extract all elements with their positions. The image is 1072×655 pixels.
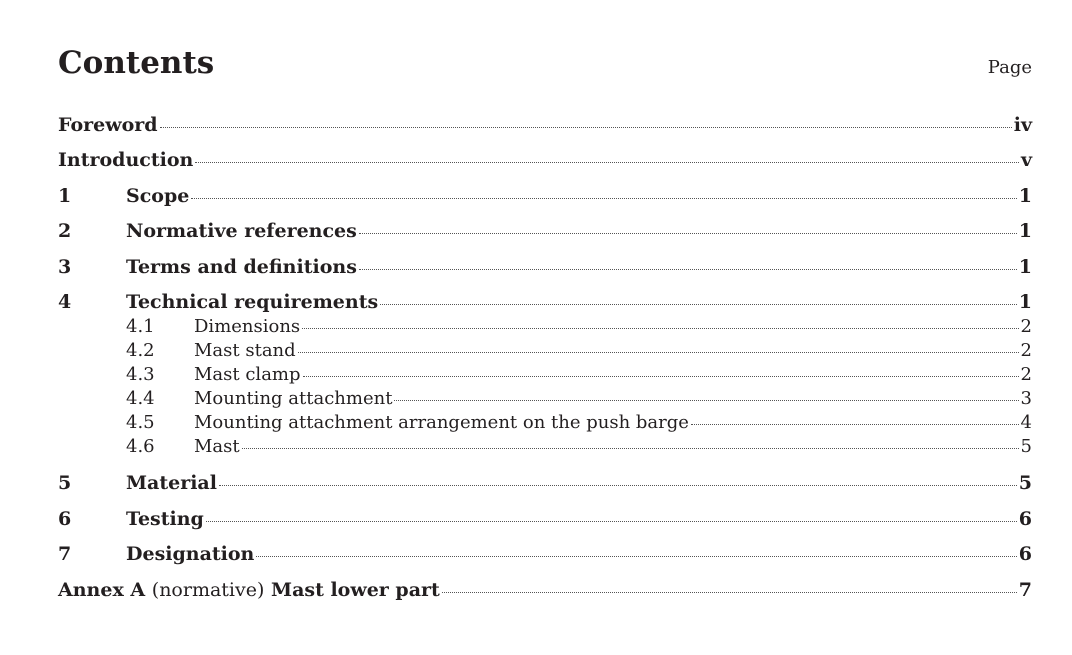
dot-leader bbox=[256, 556, 1016, 557]
toc-entry-title bbox=[58, 578, 440, 602]
toc-entry-title: Designation bbox=[126, 543, 255, 565]
dot-leader bbox=[206, 521, 1017, 522]
toc-entry-designation[interactable] bbox=[58, 542, 1032, 566]
toc-entry-testing[interactable] bbox=[58, 507, 1032, 531]
toc-entry-title: Scope bbox=[126, 185, 190, 207]
toc-entry-material[interactable] bbox=[58, 471, 1032, 495]
toc-entry-number: 3 bbox=[58, 256, 72, 278]
annex-type: (normative) bbox=[151, 579, 265, 601]
toc-entry-title: Terms and definitions bbox=[126, 256, 357, 278]
toc-entry-page: 4 bbox=[1020, 412, 1032, 433]
toc-entry-page: 2 bbox=[1020, 316, 1032, 337]
toc-entry-technical-requirements[interactable] bbox=[58, 290, 1032, 314]
toc-entry-mast[interactable] bbox=[58, 436, 1032, 458]
toc-entry-mast-clamp[interactable] bbox=[58, 364, 1032, 386]
dot-leader bbox=[442, 592, 1017, 593]
toc-entry-number: 4.3 bbox=[126, 364, 155, 385]
dot-leader bbox=[691, 424, 1019, 425]
toc-entry-mounting-attachment[interactable] bbox=[58, 388, 1032, 410]
dot-leader bbox=[303, 376, 1019, 377]
annex-title: Mast lower part bbox=[271, 579, 440, 601]
toc-entry-number: 4.2 bbox=[126, 340, 155, 361]
toc-entry-terms-and-definitions[interactable] bbox=[58, 255, 1032, 279]
toc-entry-page: 6 bbox=[1018, 543, 1032, 565]
toc-entry-title: Introduction bbox=[58, 149, 194, 171]
toc-entry-title: Material bbox=[126, 472, 217, 494]
toc-entry-number: 7 bbox=[58, 543, 72, 565]
dot-leader bbox=[195, 162, 1019, 163]
toc-entry-number: 5 bbox=[58, 472, 72, 494]
toc-entry-page: 1 bbox=[1018, 220, 1032, 242]
toc-entry-page: v bbox=[1020, 149, 1032, 171]
toc-entry-page: 1 bbox=[1018, 256, 1032, 278]
toc-entry-introduction[interactable] bbox=[58, 148, 1032, 172]
toc-entry-page: 6 bbox=[1018, 508, 1032, 530]
dot-leader bbox=[380, 304, 1017, 305]
toc-entry-page: iv bbox=[1013, 114, 1032, 136]
toc-entry-page: 5 bbox=[1020, 436, 1032, 457]
toc-entry-title: Technical requirements bbox=[126, 291, 379, 313]
toc-entry-number: 4.5 bbox=[126, 412, 155, 433]
toc-entry-title: Mounting attachment arrangement on the push barge bbox=[194, 412, 689, 433]
toc-entry-title: Foreword bbox=[58, 114, 158, 136]
toc-entry-title: Normative references bbox=[126, 220, 357, 242]
page-title: Contents bbox=[58, 45, 215, 81]
toc-entry-number: 1 bbox=[58, 185, 72, 207]
toc-entry-page: 1 bbox=[1018, 291, 1032, 313]
toc-entry-number: 2 bbox=[58, 220, 72, 242]
toc-entry-title: Mast stand bbox=[194, 340, 296, 361]
toc-entry-foreword[interactable] bbox=[58, 113, 1032, 137]
toc-entry-title: Mounting attachment bbox=[194, 388, 393, 409]
dot-leader bbox=[298, 352, 1019, 353]
toc-entry-number: 6 bbox=[58, 508, 72, 530]
toc-entry-page: 1 bbox=[1018, 185, 1032, 207]
toc-entry-number: 4.1 bbox=[126, 316, 155, 337]
toc-entry-page: 5 bbox=[1018, 472, 1032, 494]
dot-leader bbox=[394, 400, 1018, 401]
toc-entry-annex-a[interactable] bbox=[58, 578, 1032, 602]
dot-leader bbox=[160, 127, 1012, 128]
toc-entry-page: 7 bbox=[1018, 579, 1032, 601]
toc-entry-page: 2 bbox=[1020, 364, 1032, 385]
toc-entry-title: Testing bbox=[126, 508, 204, 530]
page-column-label: Page bbox=[987, 57, 1032, 78]
toc-entry-page: 3 bbox=[1020, 388, 1032, 409]
toc-entry-mast-stand[interactable] bbox=[58, 340, 1032, 362]
dot-leader bbox=[359, 233, 1017, 234]
toc-entry-normative-references[interactable] bbox=[58, 219, 1032, 243]
toc-entry-number: 4 bbox=[58, 291, 72, 313]
toc-entry-scope[interactable] bbox=[58, 184, 1032, 208]
toc-entry-page: 2 bbox=[1020, 340, 1032, 361]
dot-leader bbox=[302, 328, 1018, 329]
toc-entry-number: 4.6 bbox=[126, 436, 155, 457]
dot-leader bbox=[219, 485, 1017, 486]
toc-entry-dimensions[interactable] bbox=[58, 316, 1032, 338]
toc-entry-title: Mast bbox=[194, 436, 240, 457]
dot-leader bbox=[191, 198, 1016, 199]
dot-leader bbox=[242, 448, 1019, 449]
dot-leader bbox=[359, 269, 1017, 270]
toc-entry-title: Dimensions bbox=[194, 316, 301, 337]
toc-entry-title: Mast clamp bbox=[194, 364, 301, 385]
annex-label: Annex A bbox=[58, 579, 146, 601]
toc-entry-number: 4.4 bbox=[126, 388, 155, 409]
toc-entry-mounting-attachment-arrangement[interactable] bbox=[58, 412, 1032, 434]
